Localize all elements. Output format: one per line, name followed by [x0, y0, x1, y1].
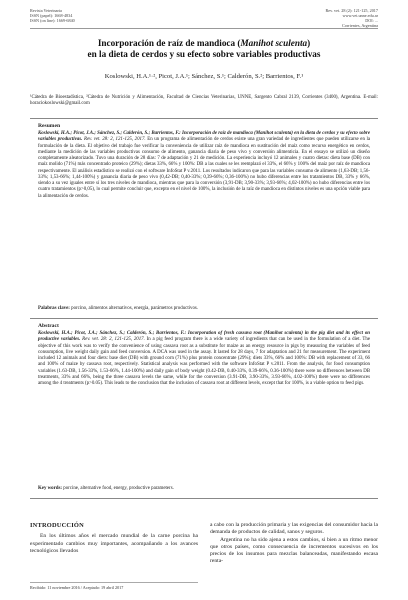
palabras-clave	[38, 306, 370, 312]
abstract-bottom-divider	[30, 498, 378, 499]
abstract-text: In a pig feed program there is a wide variety of ingredients that can be used in the formulation of a diet. The objective of this work was to verify the convenience of using cassava root as a substitute for maize as an energy resource in pigs by measuring the variables of feed consumption, live weight daily gain and feed conversion. A DCA was used in the assay. It lasted for 28 days, 7 for adaptation and 21 for measurement. The experiment included 12 animals and four diets: base diet (DB) with ground corn (71%) plus protein concentrate (29%); diets 33%, 66% and 100%: DB with replacement of 33, 66 and 100% of maize by cassava root, respectively. Statistical analysis was performed with the software InfoStat P v.2011. From the analysis, for food consumption variables (1.63-DB, 1.56-33%, 1.53-66%, 1.44-100%) and daily gain of body weight (0.42-DB, 0.40-33%, 0.39-66%, 0.36-100%) there were no differences between DB treatments, 33% and 66%, being the three cassava levels the same, while for the conversion (3.91-DB, 3.90-33%, 3.93-66%, 4.02-100%) there were no differences among the 4 treatments (p>0.05). This leads to the conclusion that the inclusion of cassava root at different levels, except that for 100%, is a viable option to feed pigs.	[38, 337, 370, 386]
palabras-clave-label: Palabras clave:	[38, 306, 70, 311]
resumen-heading: Resumen	[38, 123, 61, 129]
journal-url: www.vet.unne.edu.ar	[342, 13, 378, 18]
journal-location: Corrientes, Argentina	[342, 23, 378, 28]
abstract-citation-ref: Rev. vet. 28: 2, 121-125, 2017.	[82, 337, 145, 343]
issn-online: ISSN (on line): 1669-6840	[30, 18, 75, 23]
doi: DOI: ...	[365, 18, 378, 23]
title-line2: en la dieta de cerdos y su efecto sobre variables productivas	[87, 49, 321, 59]
citation-header: Rev. vet. 28 (2): 121-125, 2017	[325, 8, 378, 13]
journal-name: Revista Veterinaria	[30, 8, 62, 13]
article-title	[30, 38, 378, 60]
resumen-text: En un programa de alimentación de cerdos existe una gran variedad de ingredientes que pueden utilizarse en la formulación de la dieta. El objetivo del trabajo fue verificar la conveniencia de utilizar raíz de mandioca en sustitución del maíz como recurso energético en cerdos, mediante la medición de las variables productivas consumo de alimento, ganancia diaria de peso vivo y conversión alimenticia. En el ensayo se utilizó un diseño completamente aleatorizado. Tuvo una duración de 28 días: 7 de adaptación y 21 de medición. La experiencia incluyó 12 animales y cuatro dietas: dieta base (DB) con maíz molido (71%) más concentrado proteico (29%); dietas 33%, 66% y 100%: DB a las cuales se les reemplazó el 33%, el 66% y 100% del maíz por raíz de mandioca respectivamente. El análisis estadístico se realizó con el software InfoStat P v.2011. Los resultados indicaron que para las variables consumo de alimento (1,63-DB; 1,56-33%; 1,53-66%; 1,44-100%) y ganancia diaria de peso vivo (0,42-DB; 0,40-33%; 0,39-66%; 0,36-100%) no hubo diferencias entre los tratamientos DB, 33% y 66%, siendo a su vez iguales entre sí los tres niveles de mandioca, mientras que para la conversión (3,91-DB; 3,90-33%; 3,93-66%; 4,02-100%) no hubo diferencias entre los cuatro tratamientos (p>0,05), lo cual permite concluir que, excepto en el nivel de 100%, la inclusión de la raíz de mandioca en distintos niveles es una opción viable para la alimentación de cerdos.	[38, 137, 370, 199]
issn-print: ISSN (papel): 1668-4834	[30, 13, 73, 18]
journal-header-right	[325, 8, 378, 28]
abstract-body	[38, 331, 370, 387]
header-divider	[30, 28, 378, 29]
intro-paragraph-1: En los últimos años el mercado mundial de la carne porcina ha experimentado cambios muy importantes, acompañando a los avances tecnológicos llevados	[30, 533, 198, 554]
intro-heading: INTRODUCCIÓN	[30, 522, 84, 529]
title-species: Manihot sculenta	[240, 38, 308, 48]
intro-paragraph-1-cont: a cabo con la producción primaria y las exigencias del consumidor hacia la demanda de productos de calidad, sanos y seguros.	[210, 522, 378, 536]
resumen-citation-ref: Rev. vet. 28: 2, 121-125, 2017.	[83, 137, 146, 143]
author-list: Koslowski, H.A.¹·², Picot, J.A.¹; Sánchez, S.¹; Calderón, S.²; Barrientos, F.¹	[104, 73, 304, 80]
title-line1: Incorporación de raíz de mandioca (	[97, 38, 241, 48]
intro-paragraph-2: Argentina no ha sido ajena a estos cambios, si bien a un ritmo menor que otros países, como consecuencia de incrementos sucesivos en los precios de los insumos para mezclas balanceadas, manifestando escasa renta-	[210, 536, 378, 565]
resumen-citation: Koslowski, H.A.; Picot, J.A.; Sánchez, S.; Calderón, S.; Barrientos, F.: Incorporación de raíz de mandioca (Manihot sculenta) en la dieta de cerdos y su efecto sobre variables productivas.	[38, 131, 370, 143]
abstract-citation: Koslowski, H.A.; Picot, J.A.; Sánchez, S.; Calderón, S.; Barrientos, F.: Incorporation of fresh cassava root (Manihot sculenta) in the pig diet and its effect on productive variables.	[38, 331, 370, 343]
resumen-divider	[30, 118, 378, 119]
abstract-heading: Abstract	[38, 323, 59, 329]
resumen-body	[38, 131, 370, 200]
title-line1-end: )	[307, 38, 311, 48]
affiliation: ¹Cátedra de Bioestadística, ²Cátedra de Nutrición y Alimentación, Facultad de Ciencias Veterinarias, UNNE, Sargento Cabral 2139, Corrientes (3400), Argentina. E-mail: horaciokoslowski@gmail.com	[30, 95, 378, 107]
key-words	[38, 486, 370, 492]
key-words-label: Key words:	[38, 486, 63, 491]
received-dates: Recibido: 11 noviembre 2016 / Aceptado: 19 abril 2017	[30, 582, 198, 590]
palabras-clave-text: porcino, alimentos alternativos, energía, parámetros productivos.	[71, 306, 199, 311]
column-right	[210, 522, 378, 566]
column-left	[30, 522, 198, 555]
key-words-text: porcine, alternative food, energy, productive parameters.	[63, 486, 174, 491]
journal-header-left	[30, 8, 75, 23]
abstract-divider	[30, 318, 378, 319]
